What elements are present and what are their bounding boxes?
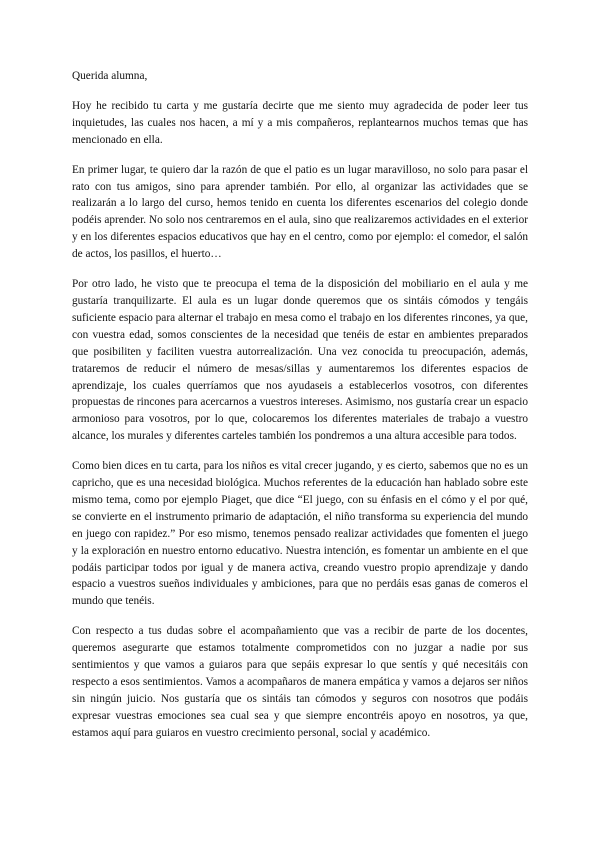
- letter-greeting: Querida alumna,: [72, 70, 148, 82]
- paragraph-classroom-furniture: Por otro lado, he visto que te preocupa el tema de la disposición del mobiliario en el aula y me gustaría tranquilizarte. El aula es un lugar donde queremos que os sintáis cómodos y tengáis suficiente espacio para alternar el trabajo en mesa como el trabajo en los diferentes rincones, ya que, con vuestra edad, somos conscientes de la necesidad que tenéis de estar en ambientes preparados que posibiliten y faciliten vuestra autorrealización. Una vez conocida tu preocupación, además, trataremos de reducir el número de mesas/sillas y aumentaremos los diferentes espacios de aprendizaje, los cuales querríamos que nos ayudaseis a establecerlos vosotros, con diferentes propuestas de rincones para acercarnos a vuestros intereses. Asimismo, nos gustaría crear un espacio armonioso para vosotros, por lo que, colocaremos los diferentes materiales de trabajo a vuestro alcance, los murales y diferentes carteles también los pondremos a una altura accesible para todos.: [72, 278, 528, 443]
- paragraph-play-learning: Como bien dices en tu carta, para los niños es vital crecer jugando, y es cierto, sabemos que no es un capricho, que es una necesidad biológica. Muchos referentes de la educación han hablado sobre este mismo tema, como por ejemplo Piaget, que dice “El juego, con su énfasis en el cómo y el por qué, se convierte en el instrumento primario de adaptación, el niño transforma su experiencia del mundo en juego con rapidez.” Por eso mismo, tenemos pensado realizar actividades que fomenten el juego y la exploración en nuestro entorno educativo. Nuestra intención, es fomentar un ambiente en el que podáis participar todos por igual y de manera activa, creando vuestro propio aprendizaje y dando espacio a vuestros sueños individuales y ambiciones, para que no perdáis esas ganas de comeros el mundo que tenéis.: [72, 460, 528, 608]
- paragraph-emotional-support: Con respecto a tus dudas sobre el acompañamiento que vas a recibir de parte de los docentes, queremos asegurarte que estamos totalmente comprometidos con no juzgar a nadie por sus sentimientos y que vamos a guiaros para que sepáis expresar lo que sentís y qué necesitáis con respecto a esos sentimientos. Vamos a acompañaros de manera empática y vamos a dejaros ser niños sin ningún juicio. Nos gustaría que os sintáis tan cómodos y seguros con nosotros que podáis expresar vuestras emociones sea cual sea y que siempre encontréis apoyo en nosotros, ya que, estamos aquí para guiaros en vuestro crecimiento personal, social y académico.: [72, 625, 528, 739]
- letter-body: [72, 68, 528, 755]
- paragraph-gratitude: Hoy he recibido tu carta y me gustaría decirte que me siento muy agradecida de poder leer tus inquietudes, las cuales nos hacen, a mí y a mis compañeros, replantearnos muchos temas que has mencionado en ella.: [72, 99, 528, 146]
- paragraph-playground: En primer lugar, te quiero dar la razón de que el patio es un lugar maravilloso, no solo para pasar el rato con tus amigos, sino para aprender también. Por ello, al organizar las actividades que se realizarán a lo largo del curso, hemos tenido en cuenta los diferentes escenarios del colegio donde podéis aprender. No solo nos centraremos en el aula, sino que realizaremos actividades en el exterior y en los diferentes espacios educativos que hay en el centro, como por ejemplo: el comedor, el salón de actos, los pasillos, el huerto…: [72, 163, 528, 261]
